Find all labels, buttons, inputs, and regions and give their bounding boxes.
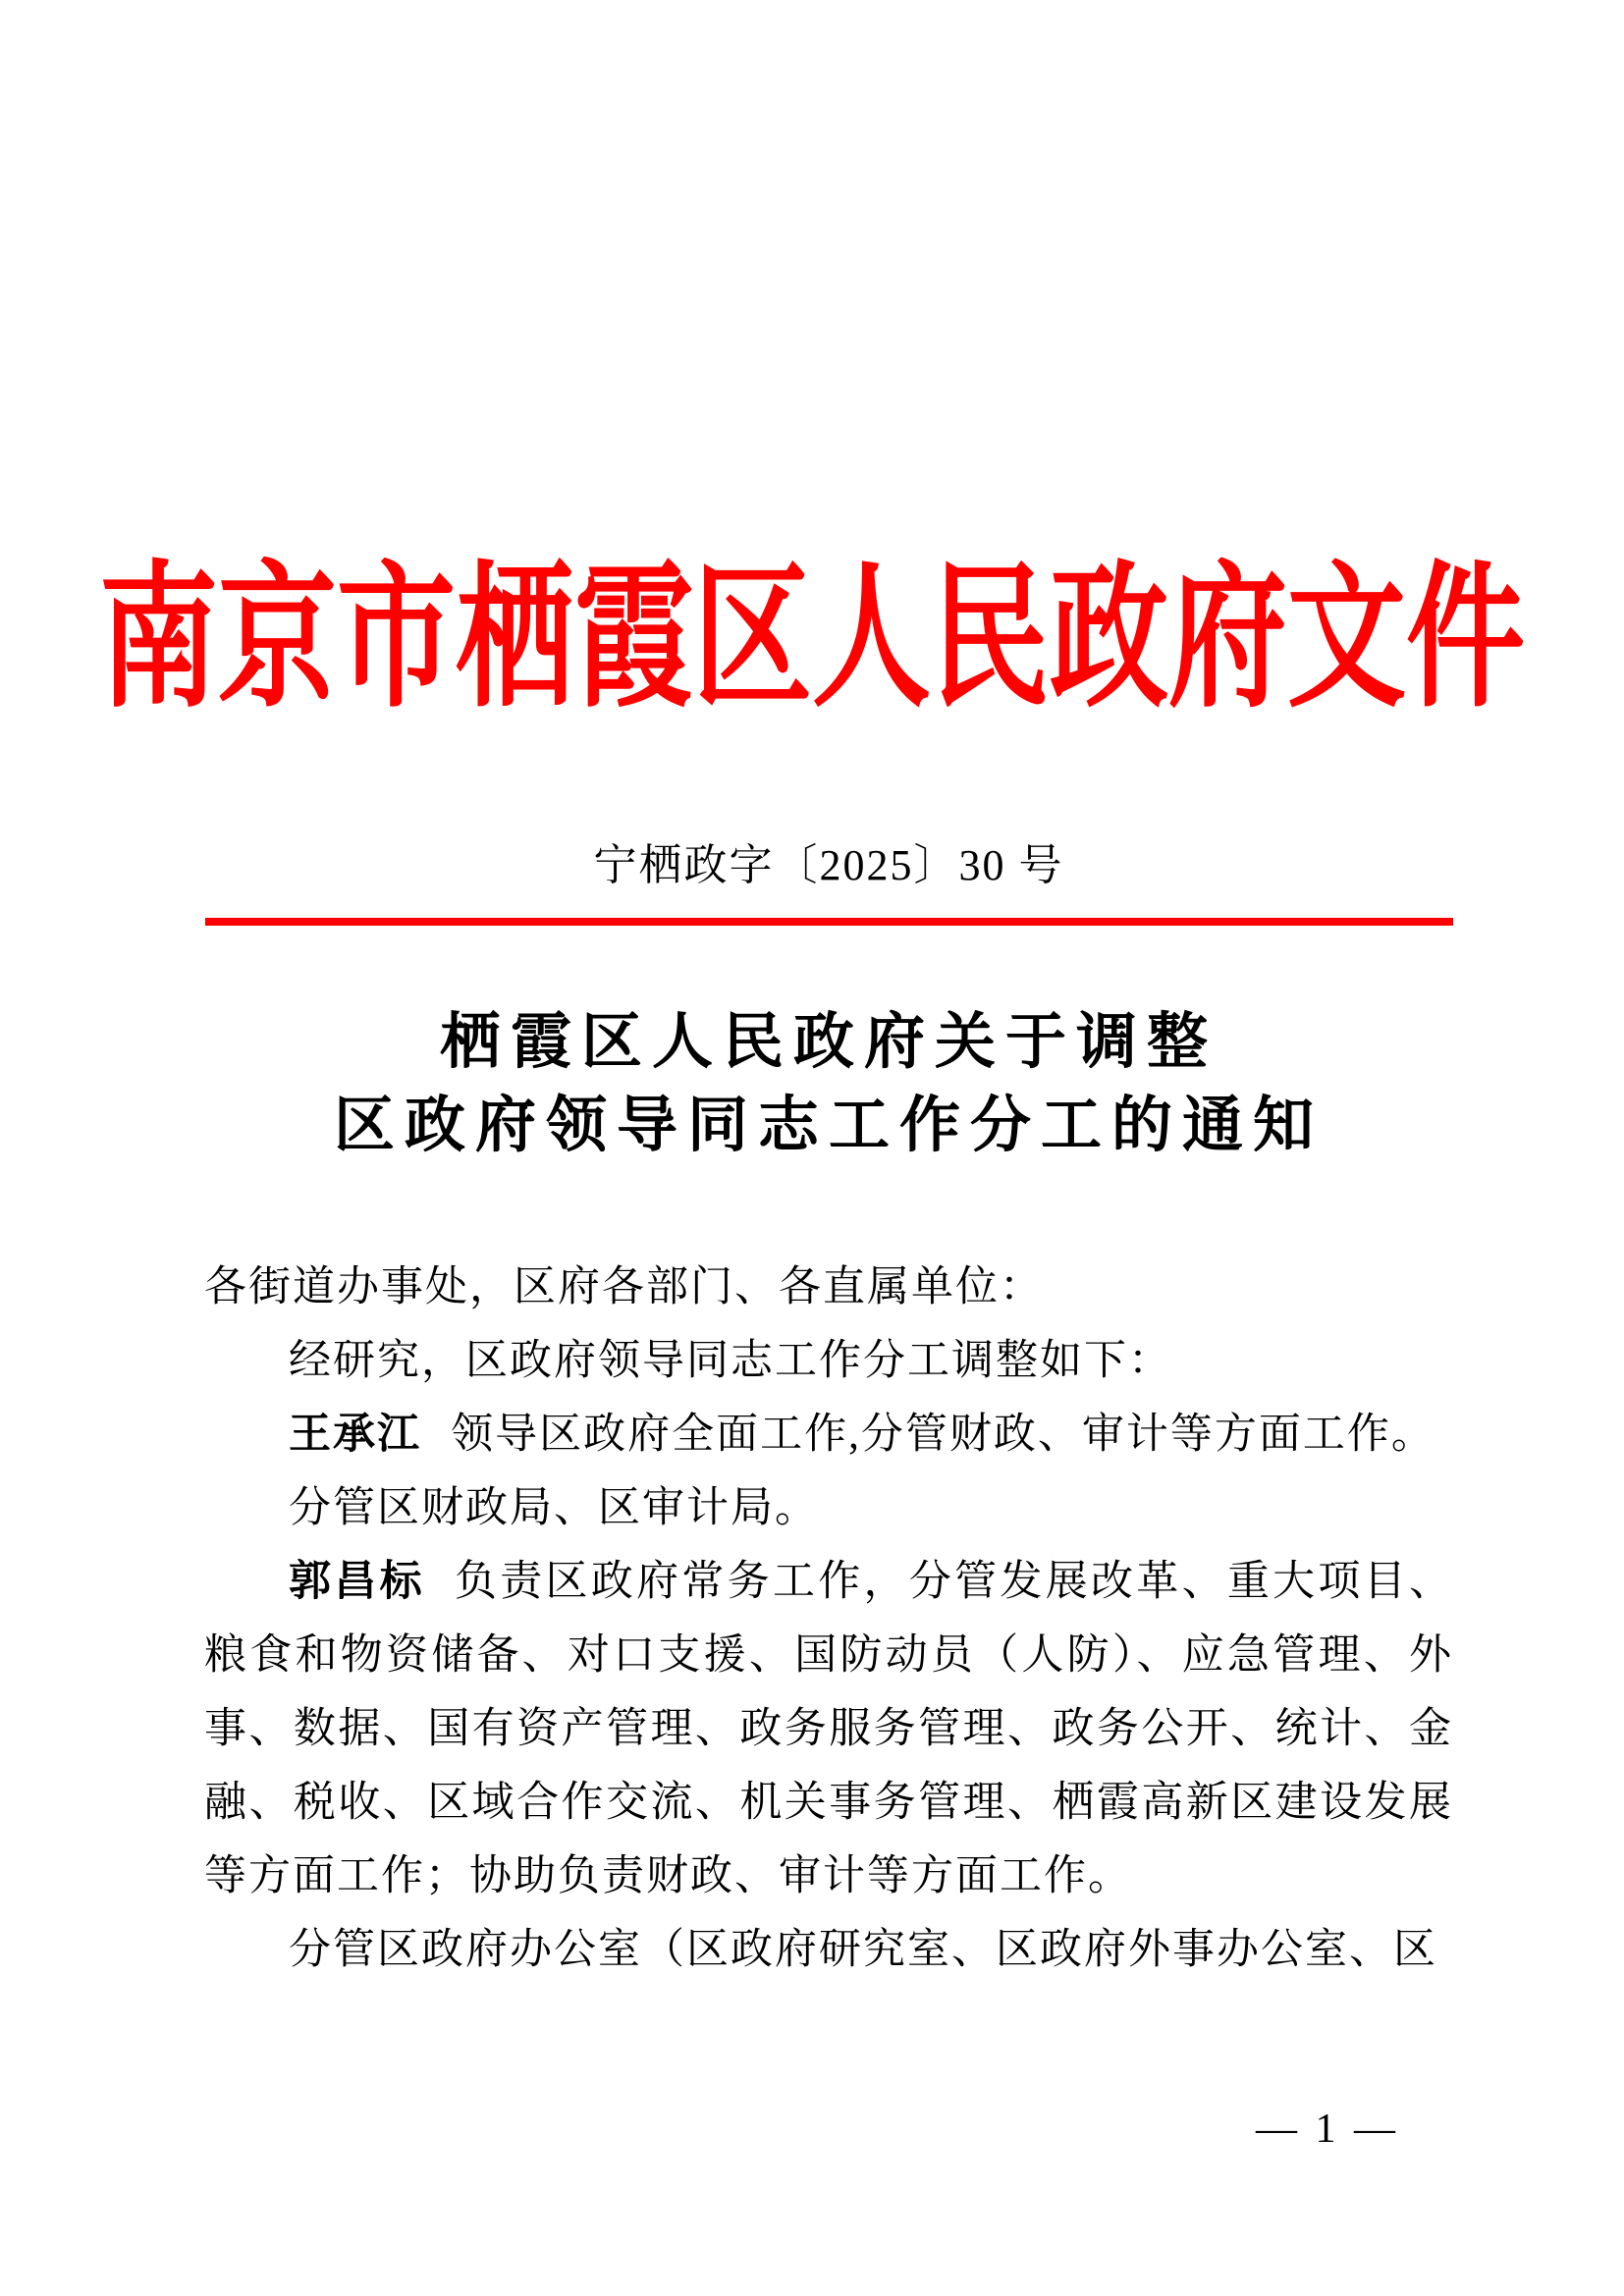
page-number: — 1 — [1256,2107,1399,2152]
body-paragraph-guo-depts [204,1913,1453,1987]
body-paragraph-wangchengjiang [204,1398,1453,1471]
body-paragraph-guochangbiao [204,1545,1453,1913]
paragraph-text: 负责区政府常务工作，分管发展改革、重大项目、粮食和物资储备、对口支援、国防动员（人防）、应急管理、外事、数据、国有资产管理、政务服务管理、政务公开、统计、金融、税收、区域合作交流、机关事务管理、栖霞高新区建设发展等方面工作；协助负责财政、审计等方面工作。 [204,1559,1454,1899]
person-name: 王承江 [289,1411,421,1458]
body-paragraph-wang-depts [204,1471,1453,1545]
paragraph-text: 经研究，区政府领导同志工作分工调整如下： [289,1338,1172,1384]
banner-title: 南京市栖霞区人民政府文件 [98,553,1525,727]
body-paragraph-intro [204,1324,1453,1398]
title-line-1: 栖霞区人民政府关于调整 [439,1009,1218,1076]
body-paragraph-salutation [204,1251,1453,1324]
paragraph-text: 分管区政府办公室（区政府研究室、区政府外事办公室、区 [289,1927,1437,1973]
paragraph-text: 各街道办事处，区府各部门、各直属单位： [204,1264,1044,1310]
document-body [204,1251,1453,1987]
paragraph-text: 领导区政府全面工作,分管财政、审计等方面工作。 [451,1412,1435,1458]
red-separator-line [205,918,1453,926]
doc-number: 宁栖政字〔2025〕30 号 [593,841,1064,889]
person-name: 郭昌标 [289,1558,425,1605]
red-header-banner [0,553,1624,727]
paragraph-text: 分管区财政局、区审计局。 [289,1485,819,1531]
title-line-2: 区政府领导同志工作分工的通知 [333,1093,1324,1159]
document-title [204,1001,1453,1168]
